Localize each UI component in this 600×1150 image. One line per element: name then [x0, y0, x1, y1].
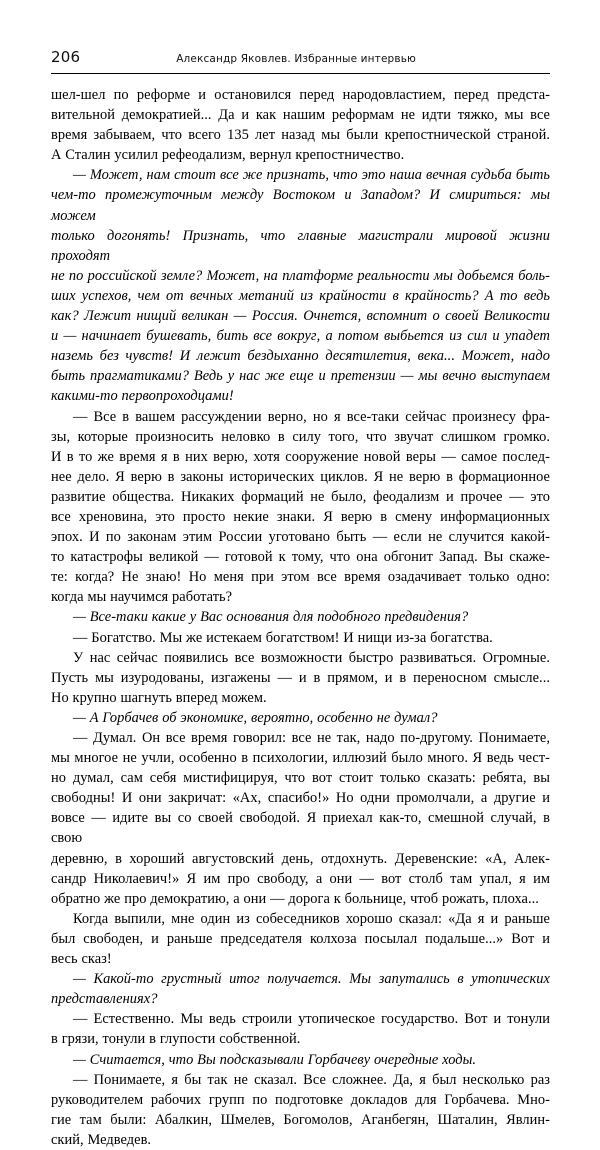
- paragraph: [51, 969, 550, 1009]
- text-line: зы, которые произносить неловко в силу того, что звучат слишком громко.: [51, 428, 550, 445]
- text-line: когда мы научимся работать?: [51, 589, 233, 606]
- text-line: и — начинает бушевать, бить все вокруг, а потом выбьется из сил и упадет: [51, 328, 550, 345]
- text-line: деревню, в хороший августовский день, отдохнуть. Деревенские: «А, Алек-: [51, 850, 550, 867]
- text-line: А Сталин усилил рефеодализм, вернул крепостничество.: [51, 147, 405, 164]
- text-line: — Богатство. Мы же истекаем богатством! И нищи из-за богатства.: [73, 629, 493, 646]
- text-line: в грязи, тонули в глупости собственной.: [51, 1031, 301, 1048]
- text-line: Пусть мы изуродованы, изгажены — и в прямом, и в переносном смысле...: [51, 669, 550, 686]
- running-head-rule: [51, 73, 550, 74]
- text-line: представлениях?: [51, 991, 158, 1008]
- text-line: мы многое не учли, особенно в психологии, иллюзий было много. Я ведь чест-: [51, 750, 550, 767]
- text-line: вовсе — идите вы со своей свободой. Я приехал как-то, смешной случай, в свою: [51, 810, 554, 847]
- text-line: все хреновина, это просто некие знаки. Я верю в смену информационных: [51, 508, 550, 525]
- text-line: шел-шел по реформе и остановился перед народовластием, перед предста-: [51, 87, 550, 103]
- text-line: — Может, нам стоит все же признать, что это наша вечная судьба быть: [73, 167, 550, 184]
- paragraph: [51, 165, 554, 406]
- paragraph: [51, 648, 550, 708]
- text-line: те: когда? Не знаю! Но меня при этом все время озадачивает только одно:: [51, 569, 550, 586]
- text-line: свободны! И они закричат: «Ах, спасибо!» Но одни промолчали, а другие и: [51, 790, 550, 807]
- text-line: развитие общества. Никаких формаций не было, феодализм и прочее — это: [51, 488, 550, 505]
- text-line: вительной демократией... Да и как нашим реформам не идти тяжко, мы все: [51, 107, 550, 124]
- text-line: наземь без чувств! И лежит бездыханно десятилетия, века... Может, надо: [51, 348, 550, 365]
- paragraph: [51, 407, 550, 608]
- text-line: — Все-таки какие у Вас основания для подобного предвидения?: [73, 609, 469, 626]
- text-line: — Все в вашем рассуждении верно, но я все-таки сейчас произнесу фра-: [73, 408, 550, 425]
- text-line: У нас сейчас появились все возможности быстро развиваться. Огромные.: [73, 649, 550, 666]
- text-line: какими-то первопроходцами!: [51, 388, 234, 405]
- text-line: нее дело. Я верю в законы исторических циклов. Я не верю в формационное: [51, 468, 550, 485]
- paragraph: [51, 628, 550, 648]
- text-line: обратно же про демократию, а они — дорога к больнице, чтоб рожать, плоха...: [51, 890, 539, 907]
- text-line: — А Горбачев об экономике, вероятно, особенно не думал?: [73, 709, 438, 726]
- text-line: — Думал. Он все время говорил: все не так, надо по-другому. Понимаете,: [73, 730, 550, 746]
- paragraph: [51, 85, 550, 165]
- text-line: руководителем рабочих групп по подготовке докладов для Горбачева. Мно-: [51, 1091, 550, 1108]
- text-line: ский, Медведев.: [51, 1131, 152, 1148]
- page-text-block: [51, 48, 554, 1150]
- text-line: то катастрофы великой — готовой к тому, что она обгонит Запад. Вы скаже-: [51, 549, 550, 566]
- paragraph: [51, 909, 550, 969]
- text-line: Но крупно шагнуть вперед можем.: [51, 689, 267, 706]
- paragraph: [51, 607, 550, 627]
- text-line: был свободен, и раньше председателя колхоза посылал подальше...» Вот и: [51, 930, 550, 947]
- text-line: Когда выпили, мне один из собеседников хорошо сказал: «Да я и раньше: [73, 910, 550, 927]
- text-line: только догонять! Признать, что главные магистрали мировой жизни проходят: [51, 227, 554, 264]
- text-line: — Считается, что Вы подсказывали Горбачеву очередные ходы.: [73, 1051, 477, 1068]
- text-line: но думал, сам себя мистифицируя, что вот стоит только сказать: ребята, вы: [51, 770, 550, 787]
- text-line: чем-то промежуточным между Востоком и Западом? И смириться: мы можем: [51, 187, 554, 224]
- text-line: — Понимаете, я бы так не сказал. Все сложнее. Да, я был несколько раз: [73, 1071, 550, 1088]
- paragraph: [51, 708, 550, 728]
- text-line: эпох. И по законам этим России уготовано быть — если не случится какой-: [51, 529, 550, 546]
- running-head: [51, 48, 550, 70]
- text-line: гие там были: Абалкин, Шмелев, Богомолов, Аганбегян, Шаталин, Явлин-: [51, 1111, 550, 1128]
- text-line: — Естественно. Мы ведь строили утопическое государство. Вот и тонули: [73, 1011, 550, 1028]
- text-line: весь сказ!: [51, 951, 112, 968]
- text-line: — Какой-то грустный итог получается. Мы запутались в утопических: [73, 971, 550, 988]
- paragraph: [51, 1050, 550, 1070]
- paragraph: [51, 1070, 550, 1150]
- text-line: быть прагматиками? Ведь у нас же еще и претензии — мы вечно выступаем: [51, 368, 550, 385]
- paragraph: [51, 728, 554, 909]
- text-line: ших успехов, чем от вечных метаний из крайности в крайность? А то ведь: [51, 287, 550, 304]
- running-head-title: Александр Яковлев. Избранные интервью: [176, 53, 417, 65]
- paragraph: [51, 1009, 550, 1049]
- body-text: [51, 85, 554, 1150]
- text-line: как? Лежит нищий великан — Россия. Очнется, вспомнит о своей Великости: [51, 308, 550, 325]
- text-line: не по российской земле? Может, на платформе реальности мы добьемся боль-: [51, 267, 550, 284]
- text-line: И в то же время я в них верю, хотя сооружение новой веры — самое послед-: [51, 448, 550, 465]
- text-line: сандр Николаевич!» Я им про свободу, а они — вот столб там упал, я им: [51, 870, 550, 887]
- text-line: время забываем, что всего 135 лет назад мы были крепостнической страной.: [51, 127, 550, 144]
- page-number: 206: [51, 48, 81, 66]
